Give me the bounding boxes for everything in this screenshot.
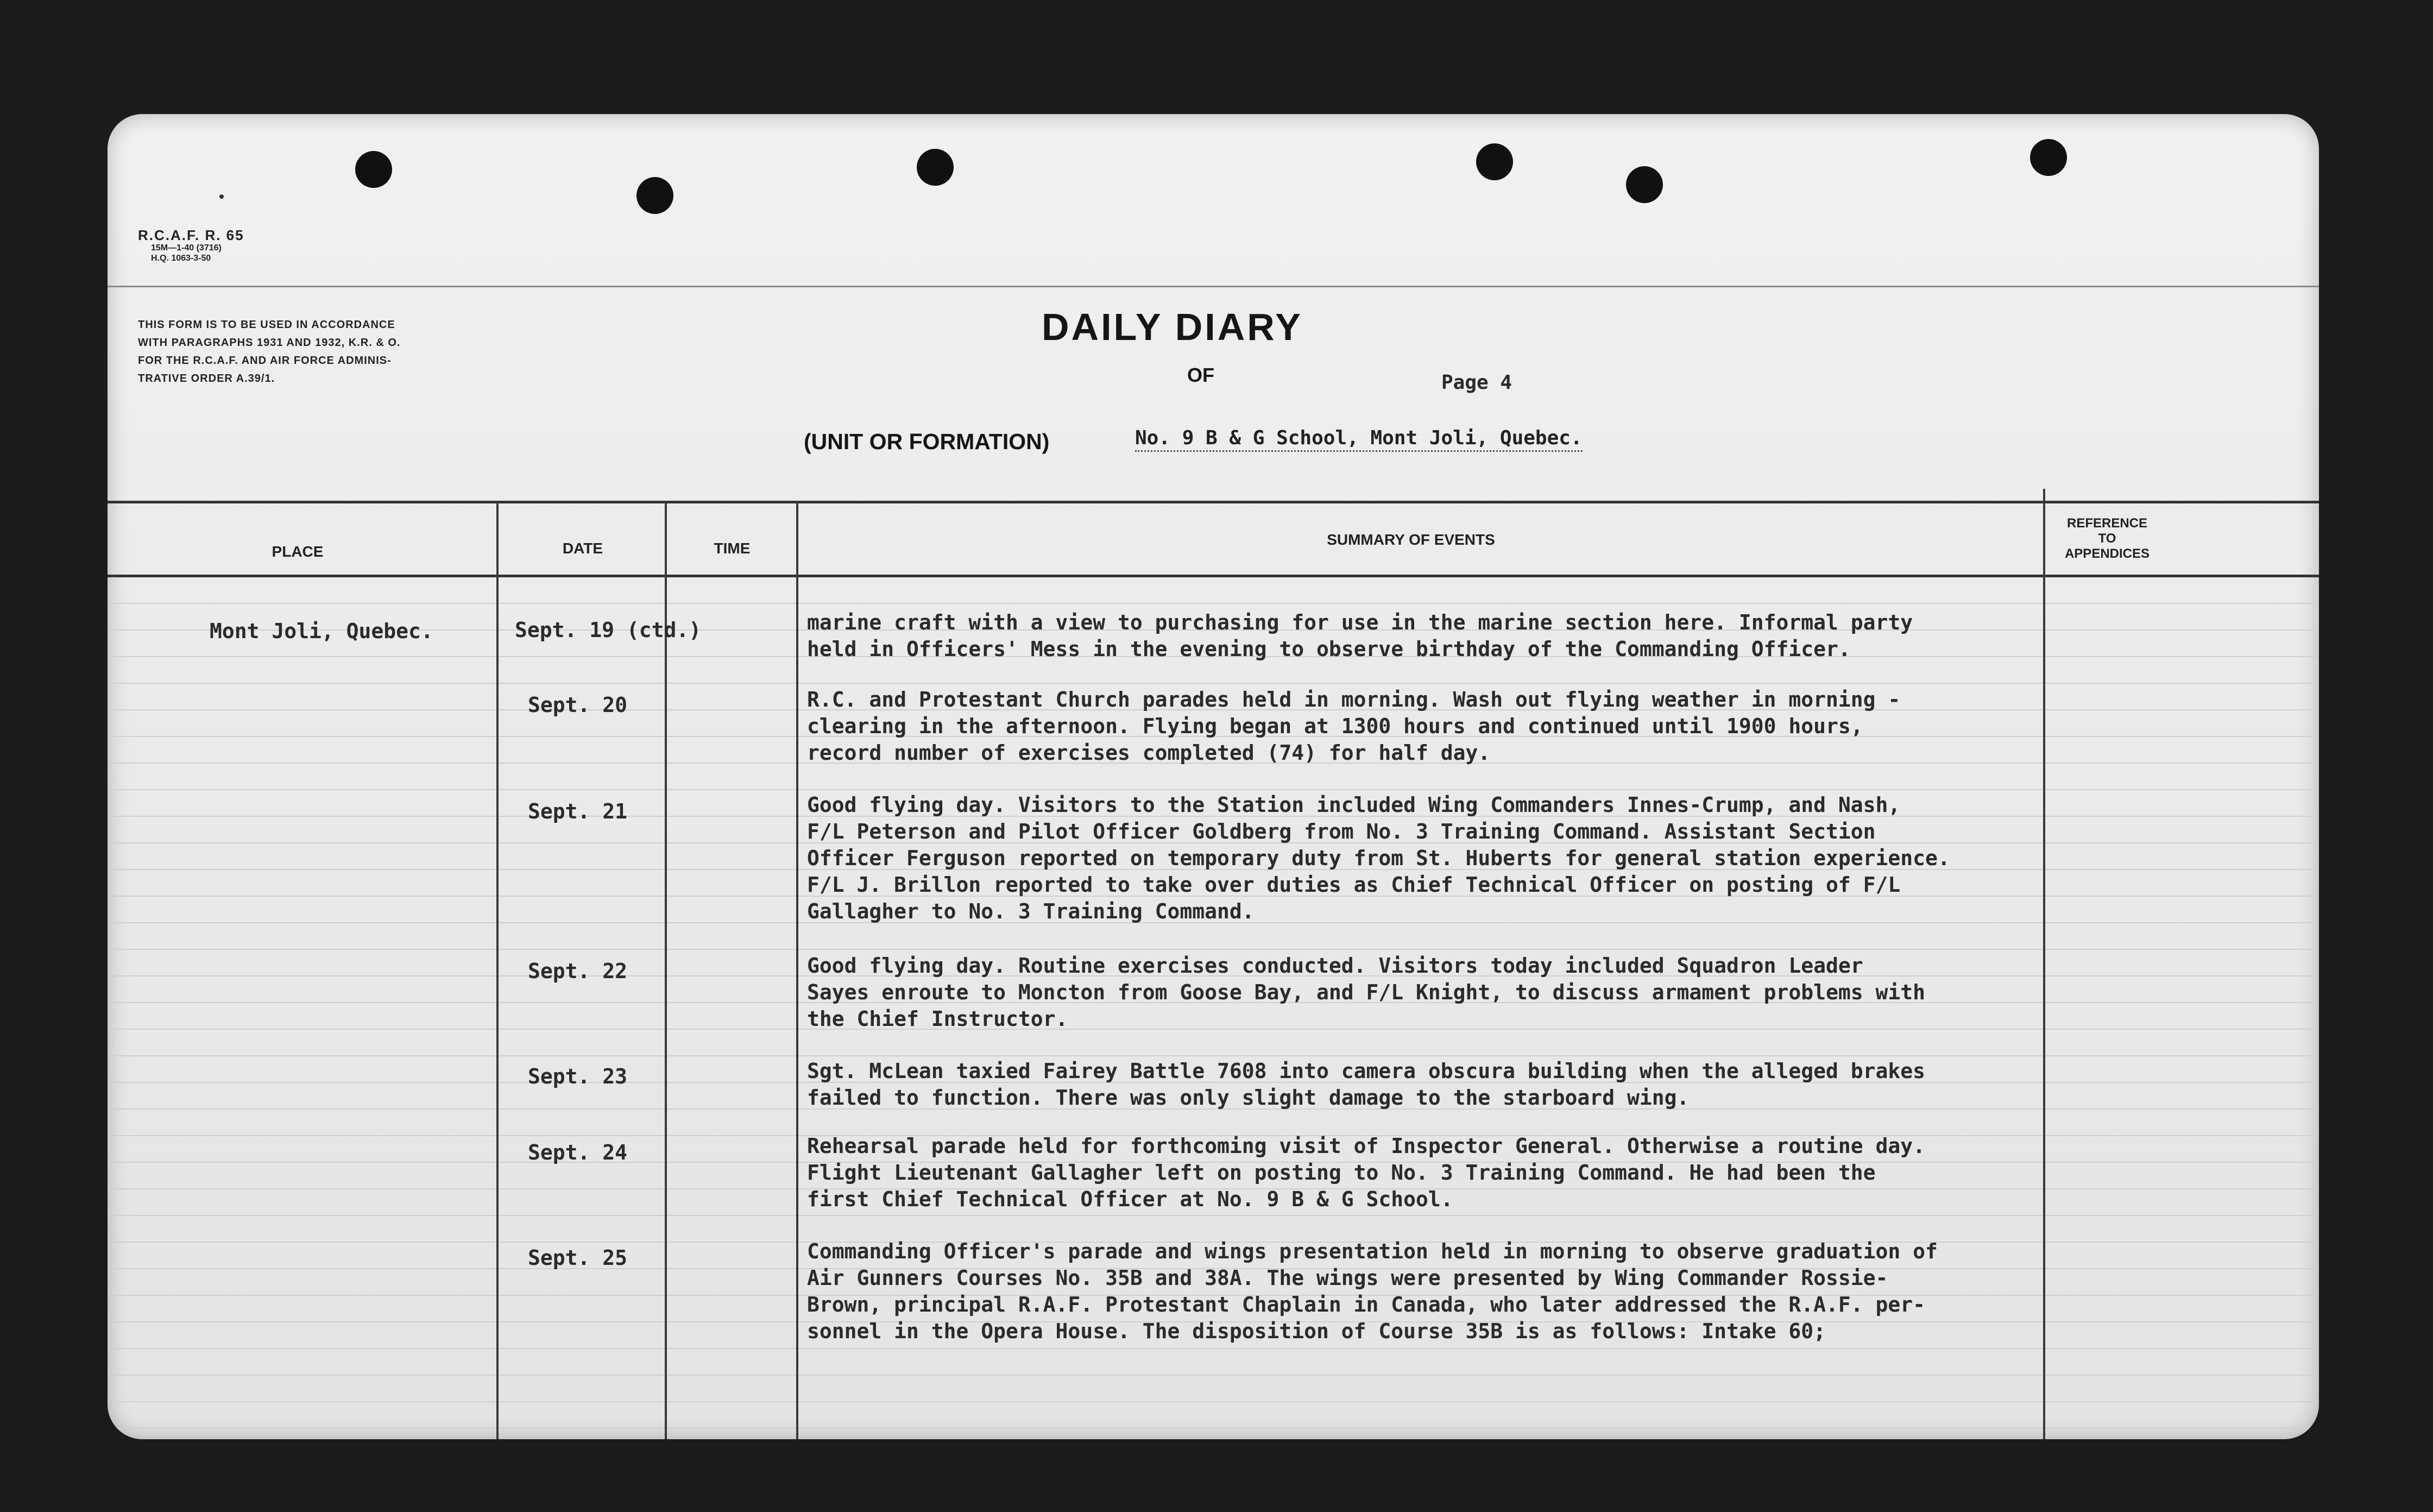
column-header-date: DATE [562, 540, 603, 557]
place-value: Mont Joli, Quebec. [210, 619, 433, 643]
column-divider [2043, 489, 2045, 1439]
summary-line: the Chief Instructor. [807, 1007, 1068, 1031]
entry-date: Sept. 19 (ctd.) [515, 618, 702, 642]
column-divider [665, 502, 667, 1439]
summary-line: Sayes enroute to Moncton from Goose Bay, and F/L Knight, to discuss armament problems with [807, 980, 1926, 1004]
summary-line: Sgt. McLean taxied Fairey Battle 7608 into camera obscura building when the alleged brakes [807, 1059, 1926, 1083]
notice-line: THIS FORM IS TO BE USED IN ACCORDANCE [138, 319, 395, 331]
punch-hole [355, 151, 392, 188]
summary-line: first Chief Technical Officer at No. 9 B & G School. [807, 1187, 1453, 1211]
entry-summary [807, 609, 2040, 663]
ledger-rule [108, 789, 2319, 790]
page-title: DAILY DIARY [1042, 306, 1303, 348]
column-header-time: TIME [714, 540, 751, 557]
notice-line: TRATIVE ORDER A.39/1. [138, 373, 275, 385]
form-code-line: H.Q. 1063-3-50 [151, 254, 211, 263]
entry-date: Sept. 25 [528, 1246, 628, 1270]
diary-card [108, 114, 2319, 1439]
reference-header-line: REFERENCE [2066, 516, 2148, 531]
unit-label: (UNIT OR FORMATION) [804, 429, 1050, 454]
notice-line: FOR THE R.C.A.F. AND AIR FORCE ADMINIS- [138, 355, 392, 367]
column-divider [496, 502, 499, 1439]
summary-line: F/L Peterson and Pilot Officer Goldberg from No. 3 Training Command. Assistant Section [807, 820, 1876, 843]
summary-line: record number of exercises completed (74) for half day. [807, 741, 1491, 765]
summary-line: held in Officers' Mess in the evening to observe birthday of the Commanding Officer. [807, 637, 1851, 661]
column-divider [796, 502, 798, 1439]
entry-date: Sept. 21 [528, 799, 628, 823]
entry-date: Sept. 22 [528, 959, 628, 983]
ledger-rule [108, 683, 2319, 684]
summary-line: clearing in the afternoon. Flying began at 1300 hours and continued until 1900 hours, [807, 714, 1863, 738]
ledger-rule [108, 1348, 2319, 1349]
page-number: Page 4 [1441, 371, 1512, 394]
summary-line: failed to function. There was only slight damage to the starboard wing. [807, 1086, 1690, 1110]
summary-line: Air Gunners Courses No. 35B and 38A. The wings were presented by Wing Commander Rossie- [807, 1266, 1888, 1290]
entry-date: Sept. 23 [528, 1064, 628, 1088]
summary-line: Rehearsal parade held for forthcoming visit of Inspector General. Otherwise a routine day. [807, 1134, 1926, 1158]
reference-header-line: TO [2098, 531, 2116, 546]
column-header-place: PLACE [272, 543, 324, 560]
ink-speck [219, 194, 224, 199]
ledger-rule [108, 1215, 2319, 1216]
entry-summary [807, 792, 2040, 925]
ledger-rule [108, 603, 2319, 604]
summary-line: Commanding Officer's parade and wings presentation held in morning to observe graduation of [807, 1239, 1938, 1263]
summary-line: F/L J. Brillon reported to take over duties as Chief Technical Officer on posting of F/L [807, 873, 1901, 897]
table-header-rule [108, 575, 2319, 577]
punch-hole [636, 177, 673, 214]
entry-summary [807, 1133, 2040, 1213]
summary-line: sonnel in the Opera House. The disposition of Course 35B is as follows: Intake 60; [807, 1319, 1826, 1343]
punch-hole [1626, 166, 1663, 203]
header-top-rule [108, 286, 2319, 287]
ledger-rule [108, 1401, 2319, 1402]
punch-hole [917, 149, 954, 186]
unit-value: No. 9 B & G School, Mont Joli, Quebec. [1135, 427, 1583, 452]
table-top-rule [108, 501, 2319, 503]
summary-line: Flight Lieutenant Gallagher left on posting to No. 3 Training Command. He had been the [807, 1161, 1876, 1185]
summary-line: Good flying day. Visitors to the Station included Wing Commanders Innes-Crump, and Nash, [807, 793, 1901, 817]
summary-line: Gallagher to No. 3 Training Command. [807, 899, 1255, 923]
column-header-summary: SUMMARY OF EVENTS [1327, 531, 1495, 548]
form-notice [138, 316, 551, 388]
entry-summary [807, 686, 2040, 766]
title-of: OF [1187, 364, 1214, 386]
punch-hole [1476, 143, 1513, 180]
ledger-rule [108, 1375, 2319, 1376]
ledger-rule [108, 1428, 2319, 1429]
entry-date: Sept. 20 [528, 693, 628, 717]
summary-line: Good flying day. Routine exercises conducted. Visitors today included Squadron Leader [807, 954, 1863, 978]
entry-summary [807, 1238, 2040, 1345]
summary-line: Officer Ferguson reported on temporary duty from St. Huberts for general station experience. [807, 846, 1950, 870]
ledger-rule [108, 1055, 2319, 1056]
summary-line: R.C. and Protestant Church parades held in morning. Wash out flying weather in morning - [807, 688, 1901, 711]
reference-header-line: APPENDICES [2064, 546, 2150, 561]
summary-line: Brown, principal R.A.F. Protestant Chaplain in Canada, who later addressed the R.A.F. per- [807, 1293, 1926, 1316]
form-code-line: R.C.A.F. R. 65 [138, 227, 244, 243]
punch-hole [2030, 139, 2067, 176]
entry-date: Sept. 24 [528, 1141, 628, 1164]
notice-line: WITH PARAGRAPHS 1931 AND 1932, K.R. & O. [138, 337, 401, 349]
summary-line: marine craft with a view to purchasing for use in the marine section here. Informal party [807, 610, 1913, 634]
entry-summary [807, 1058, 2040, 1111]
form-code [138, 228, 244, 263]
ledger-rule [108, 949, 2319, 950]
form-code-line: 15M—1-40 (3716) [151, 243, 222, 253]
entry-summary [807, 953, 2040, 1032]
column-header-reference [2042, 516, 2172, 562]
